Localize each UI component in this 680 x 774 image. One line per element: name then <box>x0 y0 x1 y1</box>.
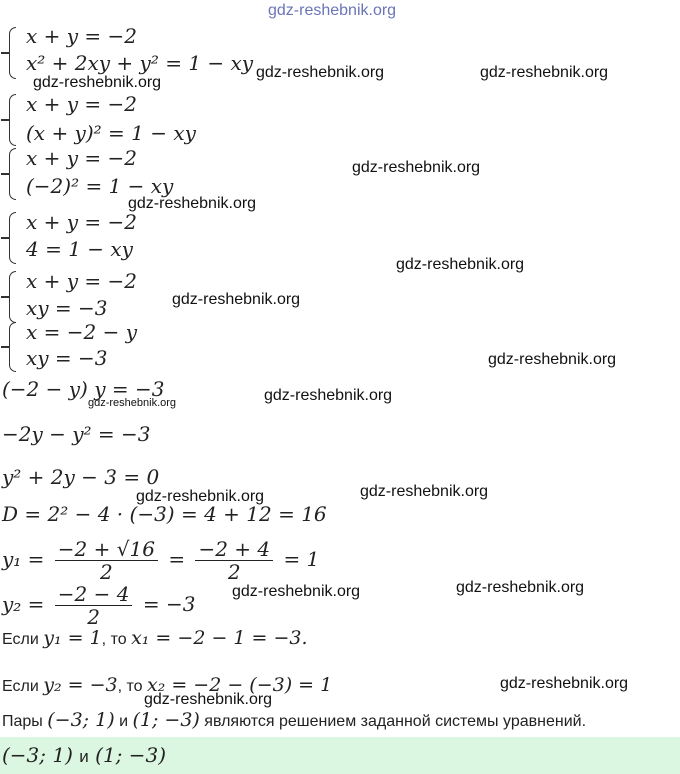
system6-eq2: xy = −3 <box>26 346 108 370</box>
system2-eq1: x + y = −2 <box>26 92 138 116</box>
case-1-if: Если <box>2 631 39 648</box>
answer <box>2 744 166 768</box>
y1-result: = 1 <box>283 547 320 571</box>
y1-fraction-2-denominator: 2 <box>227 560 241 584</box>
watermark: gdz-reshebnik.org <box>396 256 525 273</box>
y2-result: = −3 <box>142 592 196 616</box>
watermark: gdz-reshebnik.org <box>480 64 609 81</box>
system5-eq2: xy = −3 <box>26 296 108 320</box>
watermark: gdz-reshebnik.org <box>128 195 257 212</box>
y1-lhs: y₁ = <box>2 547 45 571</box>
watermark: gdz-reshebnik.org <box>256 64 385 81</box>
y1-fraction-2-numerator: −2 + 4 <box>195 538 273 561</box>
case-2 <box>2 675 332 697</box>
case-2-if: Если <box>2 678 39 695</box>
root-y1 <box>2 537 319 583</box>
watermark: gdz-reshebnik.org <box>268 2 397 19</box>
y2-lhs: y₂ = <box>2 592 45 616</box>
system-brace <box>9 94 16 146</box>
answer-pair-1: (−3; 1) <box>2 743 73 767</box>
system1-eq2: x² + 2xy + y² = 1 − xy <box>26 51 254 75</box>
y1-equals: = <box>168 547 186 571</box>
system4-eq2: 4 = 1 − xy <box>26 237 133 261</box>
watermark: gdz-reshebnik.org <box>144 691 273 708</box>
system5-eq1: x + y = −2 <box>26 269 138 293</box>
watermark: gdz-reshebnik.org <box>136 488 265 505</box>
case-2-then: , то <box>117 678 143 695</box>
watermark: gdz-reshebnik.org <box>33 74 162 91</box>
answer-and: и <box>79 747 89 766</box>
step-quadratic: y² + 2y − 3 = 0 <box>2 465 160 489</box>
watermark: gdz-reshebnik.org <box>264 387 393 404</box>
y2-fraction <box>55 583 133 628</box>
watermark: gdz-reshebnik.org <box>172 291 301 308</box>
case-2-condition: y₂ = −3 <box>43 674 118 696</box>
system-brace <box>9 212 16 264</box>
conclusion-pair-2: (1; −3) <box>132 709 200 731</box>
conclusion-and: и <box>119 713 129 730</box>
watermark: gdz-reshebnik.org <box>456 579 585 596</box>
y1-fraction-1-numerator: −2 + √16 <box>55 538 158 561</box>
watermark: gdz-reshebnik.org <box>88 397 177 409</box>
root-y2 <box>2 582 195 628</box>
system2-eq2: (x + y)² = 1 − xy <box>26 121 196 145</box>
watermark: gdz-reshebnik.org <box>360 483 489 500</box>
system3-eq2: (−2)² = 1 − xy <box>26 174 174 198</box>
y2-fraction-denominator: 2 <box>87 605 100 629</box>
system-brace <box>9 27 16 79</box>
watermark: gdz-reshebnik.org <box>352 159 481 176</box>
system6-eq1: x = −2 − y <box>26 320 138 344</box>
conclusion-pair-1: (−3; 1) <box>47 709 115 731</box>
watermark: gdz-reshebnik.org <box>500 675 629 692</box>
conclusion-pre: Пары <box>2 713 43 730</box>
system3-eq1: x + y = −2 <box>26 146 138 170</box>
step-expanded: −2y − y² = −3 <box>2 422 151 446</box>
watermark: gdz-reshebnik.org <box>232 583 361 600</box>
y1-fraction-1-denominator: 2 <box>100 560 113 584</box>
y1-fraction-1 <box>55 538 158 583</box>
answer-box <box>0 737 680 774</box>
case-1-condition: y₁ = 1 <box>43 627 102 649</box>
system4-eq1: x + y = −2 <box>26 210 138 234</box>
case-1-then: , то <box>101 631 127 648</box>
conclusion-sentence <box>2 710 586 732</box>
case-1 <box>2 628 308 650</box>
conclusion-post: являются решением заданной системы уравнений. <box>204 713 587 730</box>
system-brace <box>9 322 16 372</box>
system1-eq1: x + y = −2 <box>26 24 138 48</box>
y1-fraction-2 <box>195 538 273 583</box>
system-brace <box>9 148 16 200</box>
answer-pair-2: (1; −3) <box>95 743 167 767</box>
case-1-result: x₁ = −2 − 1 = −3. <box>131 627 308 649</box>
step-discriminant: D = 2² − 4 · (−3) = 4 + 12 = 16 <box>2 502 327 526</box>
step-substitution: (−2 − y) y = −3 <box>2 377 165 401</box>
system-brace <box>9 271 16 323</box>
y2-fraction-numerator: −2 − 4 <box>55 583 133 606</box>
watermark: gdz-reshebnik.org <box>488 351 617 368</box>
case-2-result: x₂ = −2 − (−3) = 1 <box>146 674 333 696</box>
